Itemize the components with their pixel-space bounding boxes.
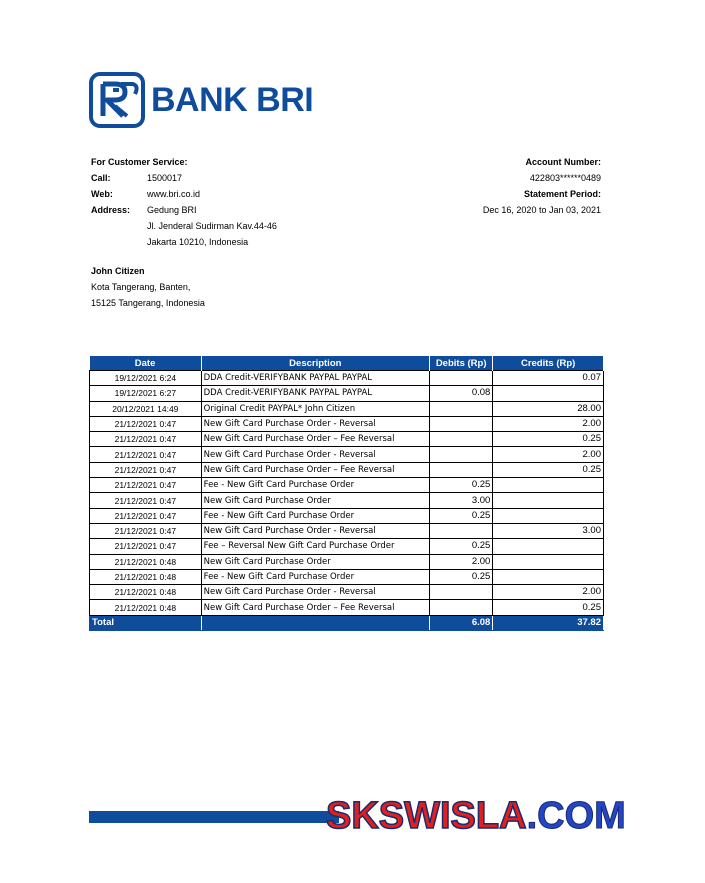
table-row [90, 493, 604, 508]
row-credit: 2.00 [493, 585, 604, 600]
transactions-table [89, 356, 604, 631]
row-description: New Gift Card Purchase Order - Reversal [201, 416, 429, 431]
row-description: Fee - New Gift Card Purchase Order [201, 508, 429, 523]
row-debit: 0.25 [429, 569, 492, 584]
row-description: New Gift Card Purchase Order - Reversal [201, 523, 429, 538]
address-line-2: Jl. Jenderal Sudirman Kav.44-46 [147, 221, 277, 231]
footer-bar [89, 811, 339, 823]
web-label: Web: [91, 189, 113, 199]
header-credits: Credits (Rp) [493, 356, 604, 371]
table-row [90, 554, 604, 569]
call-value: 1500017 [147, 173, 183, 183]
web-value[interactable]: www.bri.co.id [147, 189, 201, 199]
row-debit [429, 447, 492, 462]
row-date: 21/12/2021 0:47 [90, 523, 202, 538]
customer-address-line-2: 15125 Tangerang, Indonesia [91, 298, 205, 308]
row-credit [493, 539, 604, 554]
table-row [90, 523, 604, 538]
row-date: 21/12/2021 0:47 [90, 432, 202, 447]
table-row [90, 600, 604, 615]
row-credit: 0.25 [493, 600, 604, 615]
row-date: 21/12/2021 0:47 [90, 493, 202, 508]
row-description: New Gift Card Purchase Order [201, 493, 429, 508]
bri-logo-icon [89, 72, 145, 128]
row-credit: 28.00 [493, 401, 604, 416]
row-description: New Gift Card Purchase Order [201, 554, 429, 569]
header-debits: Debits (Rp) [429, 356, 492, 371]
row-date: 19/12/2021 6:24 [90, 371, 202, 386]
service-heading: For Customer Service: [91, 157, 188, 167]
header-description: Description [201, 356, 429, 371]
row-date: 21/12/2021 0:47 [90, 508, 202, 523]
row-date: 21/12/2021 0:47 [90, 416, 202, 431]
row-credit [493, 569, 604, 584]
row-credit: 0.25 [493, 432, 604, 447]
row-debit [429, 416, 492, 431]
account-number-value: 422803******0489 [529, 173, 601, 183]
customer-block [91, 263, 205, 311]
statement-period-label: Statement Period: [523, 189, 601, 199]
total-spacer [201, 615, 429, 630]
bank-name: BANK BRI [151, 81, 314, 119]
row-debit [429, 600, 492, 615]
watermark-part-2: .COM [526, 795, 626, 837]
row-date: 19/12/2021 6:27 [90, 386, 202, 401]
row-credit [493, 508, 604, 523]
statement-period-value: Dec 16, 2020 to Jan 03, 2021 [482, 205, 601, 215]
table-row [90, 569, 604, 584]
row-debit: 0.25 [429, 478, 492, 493]
row-credit [493, 386, 604, 401]
row-date: 21/12/2021 0:48 [90, 600, 202, 615]
row-date: 21/12/2021 0:47 [90, 478, 202, 493]
row-description: New Gift Card Purchase Order – Fee Reversal [201, 432, 429, 447]
total-debit: 6.08 [429, 615, 492, 630]
customer-name: John Citizen [91, 266, 145, 276]
row-description: New Gift Card Purchase Order – Fee Reversal [201, 462, 429, 477]
row-date: 21/12/2021 0:47 [90, 447, 202, 462]
row-debit: 0.25 [429, 539, 492, 554]
row-description: New Gift Card Purchase Order - Reversal [201, 447, 429, 462]
row-debit: 2.00 [429, 554, 492, 569]
bank-logo [89, 72, 313, 128]
row-debit [429, 432, 492, 447]
row-description: Original Credit PAYPAL* John Citizen [201, 401, 429, 416]
table-row [90, 416, 604, 431]
row-debit [429, 523, 492, 538]
row-debit: 0.25 [429, 508, 492, 523]
row-date: 21/12/2021 0:47 [90, 462, 202, 477]
account-number-label: Account Number: [525, 157, 601, 167]
address-label: Address: [91, 205, 131, 215]
table-header-row [90, 356, 604, 371]
row-debit [429, 371, 492, 386]
account-info [483, 154, 601, 218]
customer-service-info [91, 154, 277, 250]
row-debit [429, 585, 492, 600]
watermark [326, 797, 626, 835]
row-description: Fee - New Gift Card Purchase Order [201, 569, 429, 584]
row-credit: 2.00 [493, 416, 604, 431]
row-credit: 0.07 [493, 371, 604, 386]
row-date: 20/12/2021 14:49 [90, 401, 202, 416]
table-row [90, 508, 604, 523]
table-row [90, 401, 604, 416]
row-description: Fee – Reversal New Gift Card Purchase Order [201, 539, 429, 554]
watermark-part-1: SKSWISLA [326, 795, 527, 837]
table-row [90, 478, 604, 493]
row-date: 21/12/2021 0:47 [90, 539, 202, 554]
address-line-1: Gedung BRI [147, 205, 197, 215]
table-row [90, 539, 604, 554]
row-debit [429, 401, 492, 416]
row-credit: 0.25 [493, 462, 604, 477]
total-label: Total [90, 615, 202, 630]
header-date: Date [90, 356, 202, 371]
table-row [90, 386, 604, 401]
row-date: 21/12/2021 0:48 [90, 554, 202, 569]
row-date: 21/12/2021 0:48 [90, 585, 202, 600]
row-debit: 3.00 [429, 493, 492, 508]
row-credit [493, 493, 604, 508]
row-description: Fee - New Gift Card Purchase Order [201, 478, 429, 493]
row-credit: 2.00 [493, 447, 604, 462]
row-credit [493, 478, 604, 493]
row-credit [493, 554, 604, 569]
row-debit [429, 462, 492, 477]
total-credit: 37.82 [493, 615, 604, 630]
table-row [90, 462, 604, 477]
table-row [90, 371, 604, 386]
row-description: New Gift Card Purchase Order – Fee Reversal [201, 600, 429, 615]
customer-address-line-1: Kota Tangerang, Banten, [91, 282, 191, 292]
row-date: 21/12/2021 0:48 [90, 569, 202, 584]
total-row [90, 615, 604, 630]
address-line-3: Jakarta 10210, Indonesia [147, 237, 249, 247]
table-row [90, 447, 604, 462]
call-label: Call: [91, 173, 111, 183]
table-row [90, 432, 604, 447]
row-debit: 0.08 [429, 386, 492, 401]
table-row [90, 585, 604, 600]
row-credit: 3.00 [493, 523, 604, 538]
row-description: New Gift Card Purchase Order - Reversal [201, 585, 429, 600]
row-description: DDA Credit-VERIFYBANK PAYPAL PAYPAL [201, 371, 429, 386]
row-description: DDA Credit-VERIFYBANK PAYPAL PAYPAL [201, 386, 429, 401]
